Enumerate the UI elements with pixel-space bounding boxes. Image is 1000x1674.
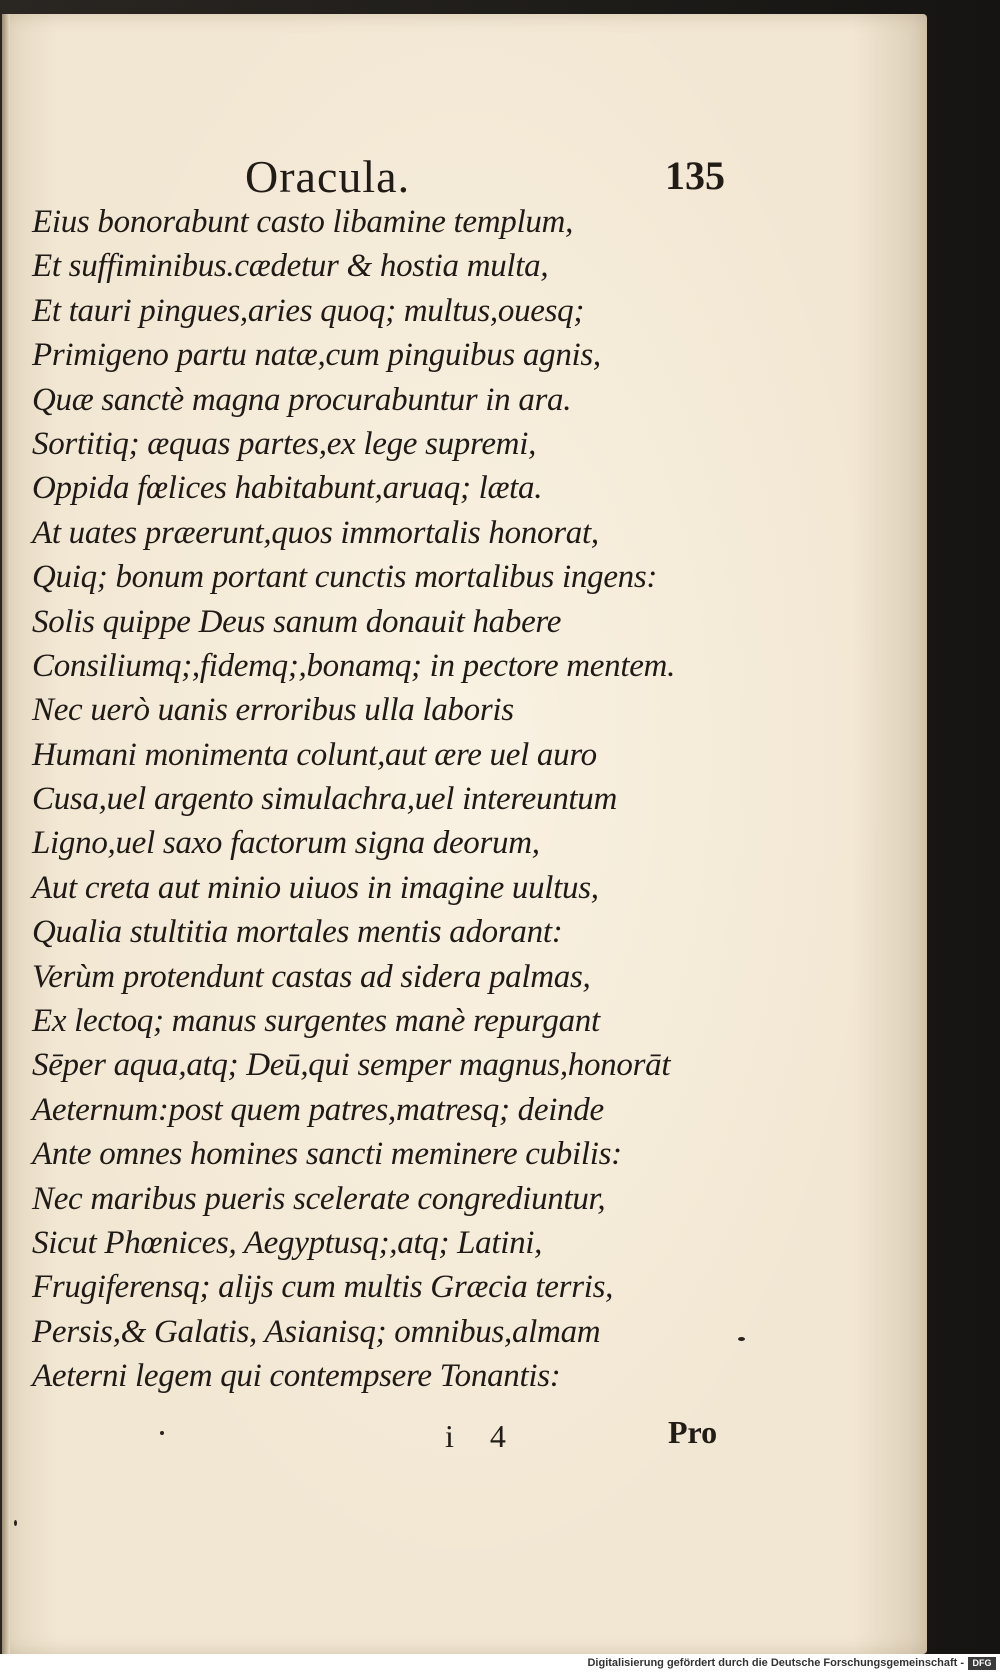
signature-mark: i 4 [445,1418,520,1454]
verse-line: Et tauri pingues,aries quoq; multus,ouesq; [32,292,585,329]
verse-line: Ante omnes homines sancti meminere cubilis: [32,1136,622,1173]
verse-line: Ligno,uel saxo factorum signa deorum, [32,825,540,862]
verse-line: Aut creta aut minio uiuos in imagine uultus, [32,869,599,906]
verse-line: Cusa,uel argento simulachra,uel intereuntum [32,781,618,818]
digitization-notice: Digitalisierung gefördert durch die Deutsche Forschungsgemeinschaft - [587,1657,964,1669]
dfg-logo: DFG [968,1657,996,1670]
verse-line: Sortitiq; æquas partes,ex lege supremi, [32,425,537,462]
verse-line: Eius bonorabunt casto libamine templum, [32,204,574,240]
verse-line: Ex lectoq; manus surgentes manè repurgant [32,1003,600,1040]
running-head: Oracula. [245,151,411,202]
catchword: Pro [668,1414,718,1450]
verse-line: Nec uerò uanis erroribus ulla laboris [32,692,514,729]
verse-line: Nec maribus pueris scelerate congrediuntur, [32,1180,606,1217]
verse-line: Aeterni legem qui contempsere Tonantis: [32,1358,561,1395]
ink-speck [738,1337,745,1341]
verse-line: Sicut Phœnices, Aegyptusq;,atq; Latini, [32,1224,543,1261]
verse-line: Quæ sanctè magna procurabuntur in ara. [32,381,572,418]
verse-line: Consiliumq;,fidemq;,bonamq; in pectore mentem. [32,647,676,684]
verse-text [32,200,912,1399]
verse-line: Et suffiminibus.cædetur & hostia multa, [32,248,549,285]
verse-line: Persis,& Galatis, Asianisq; omnibus,almam [32,1313,601,1350]
page-gutter-edge [2,14,10,1654]
verse-line: Qualia stultitia mortales mentis adorant: [32,914,563,951]
page-number: 135 [665,153,725,198]
verse-line: Solis quippe Deus sanum donauit habere [32,603,562,640]
verse-line: Aeternum:post quem patres,matresq; deinde [32,1091,604,1128]
ink-speck [14,1520,17,1526]
verse-line: Humani monimenta colunt,aut ære uel auro [32,736,597,773]
verse-line: Frugiferensq; alijs cum multis Græcia terris, [32,1269,614,1306]
verse-line: Primigeno partu natæ,cum pinguibus agnis, [32,337,601,374]
verse-line: Quiq; bonum portant cunctis mortalibus ingens: [32,559,658,596]
verse-line: Oppida fœlices habitabunt,aruaq; læta. [32,470,543,507]
ink-speck [160,1431,164,1435]
verse-line: At uates præerunt,quos immortalis honorat, [32,514,599,551]
verse-line: Sēper aqua,atq; Deū,qui semper magnus,honorāt [32,1047,671,1084]
verse-line: Verùm protendunt castas ad sidera palmas, [32,958,591,995]
